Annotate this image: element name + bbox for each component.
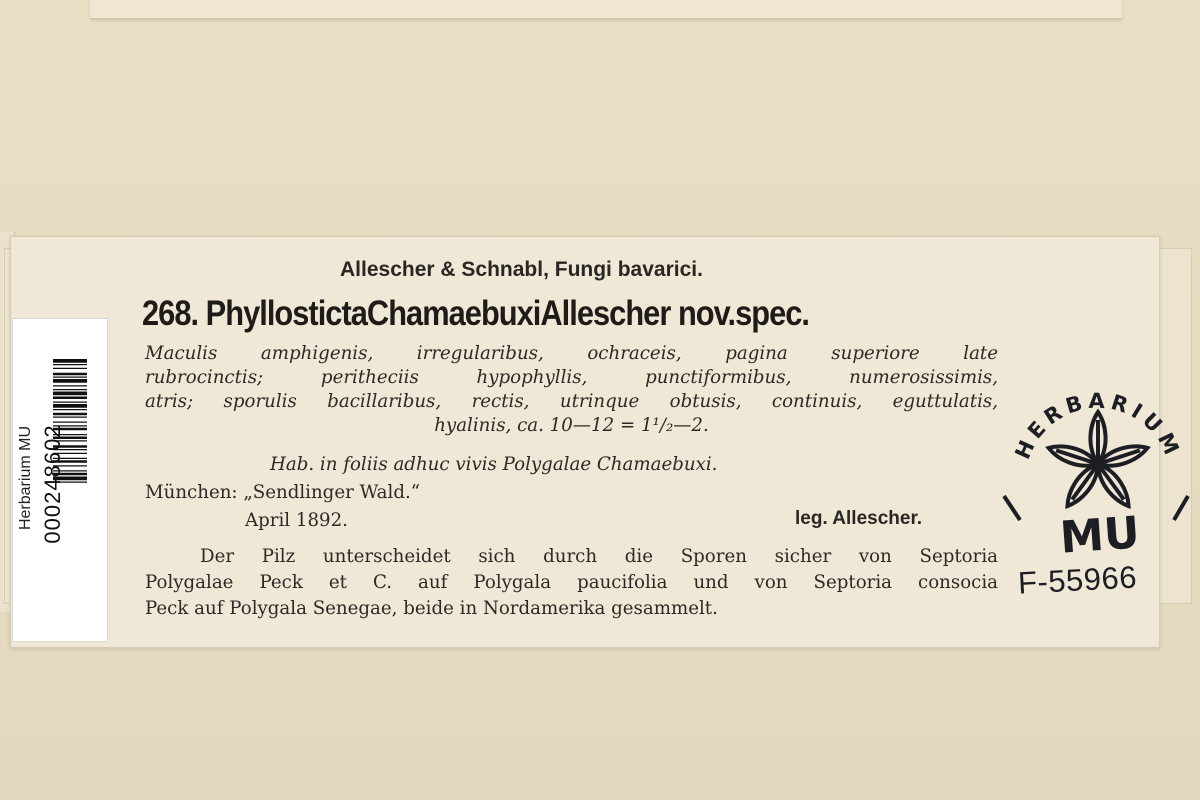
note-line: Peck auf Polygala Senegae, beide in Nordamerika gesammelt. [145,598,718,619]
locality: München: „Sendlinger Wald.“ [145,482,421,503]
species-title: 268. PhyllostictaChamaebuxiAllescher nov.spec. [142,294,810,333]
barcode-number: 000248602 [40,424,65,544]
note-line: Polygalae Peck et C. auf Polygala paucifolia und von Septoria consocia [145,572,998,593]
stamp-tick-left [1004,496,1020,520]
collection-date: April 1892. [245,510,348,531]
accession-number: F-55966 [1017,559,1138,601]
description-line: hyalinis, ca. 10—12 = 1¹/₂—2. [434,415,709,436]
barcode-card [12,318,108,642]
herbarium-stamp [998,368,1194,568]
stamp-arc-text: HERBARIUM [1010,388,1186,463]
stamp-tick-right [1174,496,1188,520]
note [145,544,998,622]
description [145,342,998,438]
habitat: Hab. in foliis adhuc vivis Polygalae Chamaebuxi. [270,454,718,475]
description-line: atris; sporulis bacillaribus, rectis, utrinque obtusis, continuis, eguttulatis, [145,391,998,412]
description-line: rubrocinctis; peritheciis hypophyllis, punctiformibus, numerosissimis, [145,367,998,388]
description-line: Maculis amphigenis, irregularibus, ochraceis, pagina superiore late [145,343,998,364]
barcode-institution: Herbarium MU [17,426,34,531]
collector: leg. Allescher. [795,508,923,529]
note-line: Der Pilz unterscheidet sich durch die Sporen sicher von Septoria [200,546,998,567]
top-paper-edge [90,0,1122,19]
stamp-bottom-text: MU [1058,507,1142,564]
collection-title: Allescher & Schnabl, Fungi bavarici. [340,258,703,281]
star-flower-icon [1046,412,1150,511]
